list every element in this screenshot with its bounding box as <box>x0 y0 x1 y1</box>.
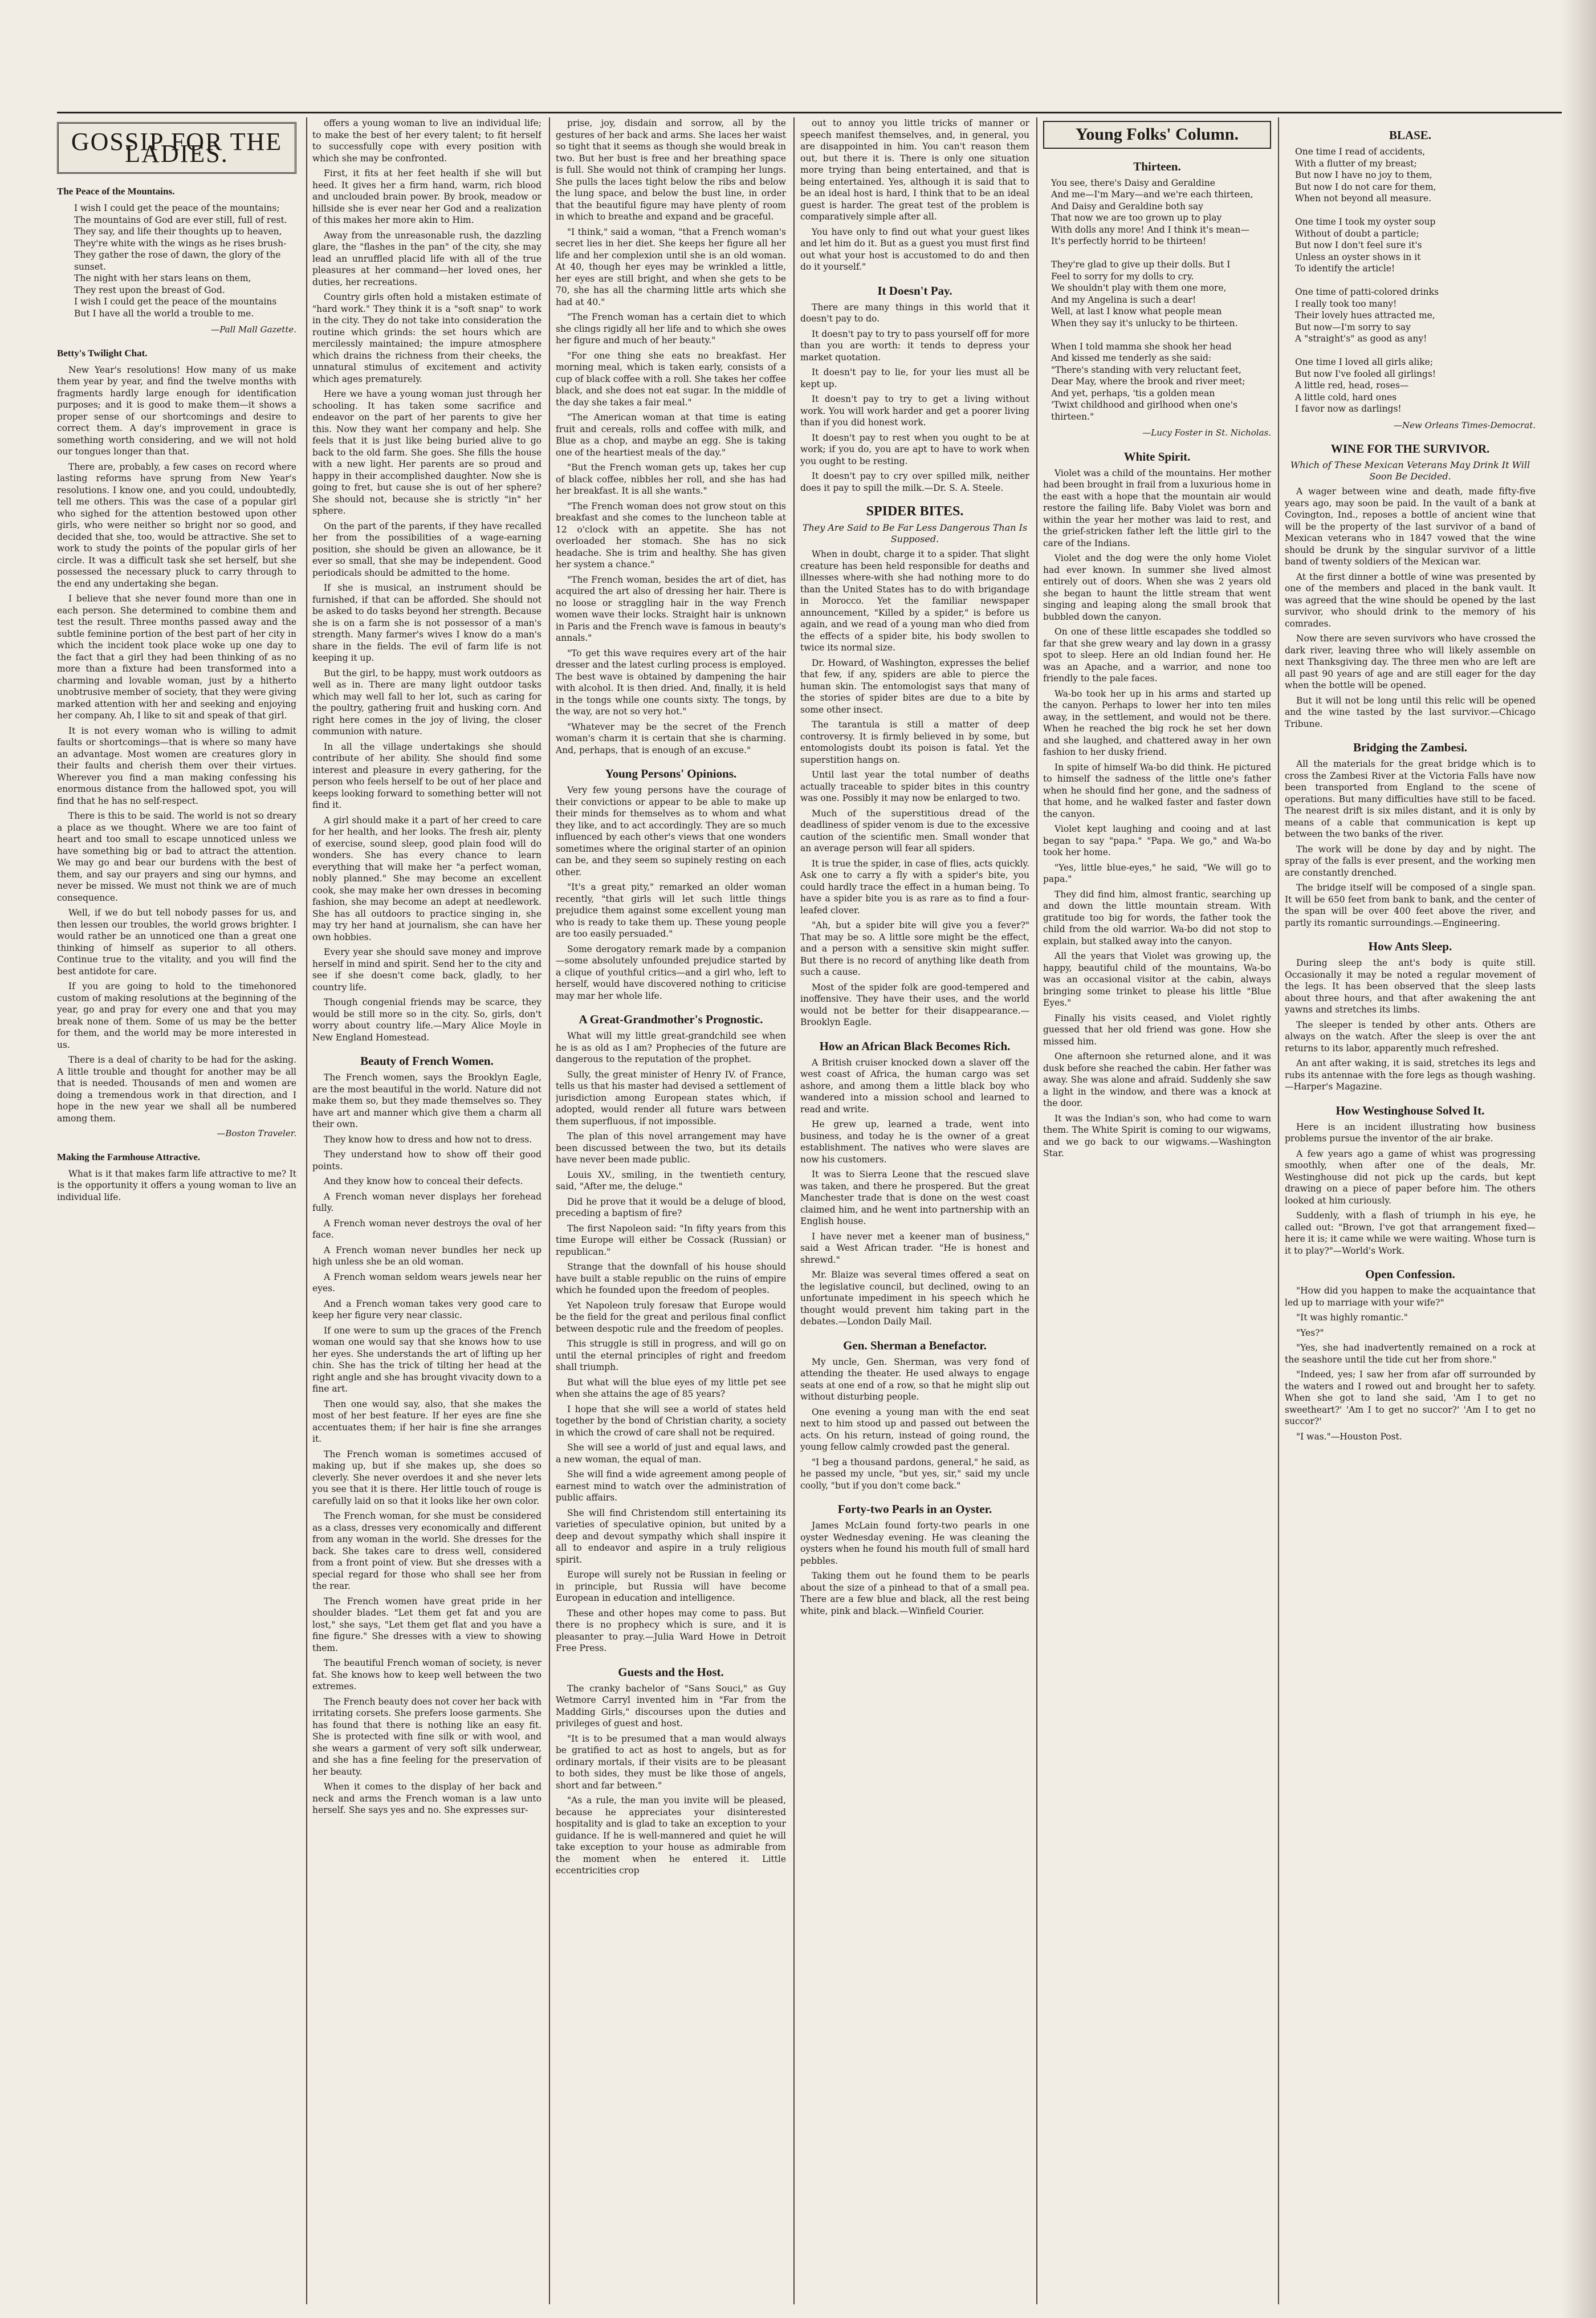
column-divider <box>1036 117 1037 2304</box>
paragraph: First, it fits at her feet health if she will but heed. It gives her a firm hand, warm, rich blood and unclouded brain power. By brook, meadow or hillside she is ever near her God and a realization of this makes her more akin to Him. <box>312 168 542 225</box>
paragraph: The French beauty does not cover her back with irritating corsets. She prefers loose garments. She has found that there is nothing like an easy fit. She is protected with fine silk or with wool, and she wears a garment of very soft silk underwear, and she has a fine feeling for the preservation of her beauty. <box>312 1696 542 1777</box>
paragraph: I believe that she never found more than one in each person. She determined to combine them and test the result. Three months passed away and the subtle feminine portion of the best part of her city in which the incident took place woke up one day to the fact that a girl they had been thinking of as no more than a fixture had been transformed into a charming and lovable woman, just by a hitherto unobtrusive member of society, that they were giving marked attention with her and seeking and enjoying her company. Ah, I like to sit and speak of that girl. <box>57 593 296 721</box>
paragraph: What will my little great-grandchild see when he is as old as I am? Prophecies of the future are dangerous to the reputation of the prophet. <box>556 1031 786 1064</box>
paragraph: Much of the superstitious dread of the deadliness of spider venom is due to the excessive caution of the scientific men. Small wonder that an average person will fear all spiders. <box>800 808 1029 853</box>
paragraph: These and other hopes may come to pass. But there is no prophecy which is sure, and it is pleasanter to pray.—Julia Ward Howe in Detroit Free Press. <box>556 1608 786 1653</box>
article-heading: Open Confession. <box>1365 1267 1455 1281</box>
article-heading: Making the Farmhouse Attractive. <box>57 1151 201 1162</box>
paragraph: out to annoy you little tricks of manner or speech manifest themselves, and, in general, you are disappointed in him. You can't reason them out, but there it is. There is only one situation more trying than being entertained, and that is being entertained. Yes, although it is said that to be an ideal host is hard, I think that to be an ideal guest is harder. The great test of the problem is comparatively simple after all. <box>800 118 1029 222</box>
paragraph: Most of the spider folk are good-tempered and inoffensive. They have their uses, and the world would not be better for their disappearance.—Brooklyn Eagle. <box>800 982 1029 1027</box>
article-heading: It Doesn't Pay. <box>877 283 952 298</box>
paragraph: The cranky bachelor of "Sans Souci," as Guy Wetmore Carryl invented him in "Far from the Madding Girls," discourses upon the duties and privileges of guest and host. <box>556 1683 786 1729</box>
article-heading: Beauty of French Women. <box>360 1054 494 1068</box>
article-source: —Lucy Foster in St. Nicholas. <box>1142 428 1271 438</box>
paragraph: Mr. Blaize was several times offered a seat on the legislative council, but declined, owing to an unfortunate impediment in his speech which he thought would prevent him taking part in the debates.—London Daily Mail. <box>800 1270 1029 1327</box>
article-heading: WINE FOR THE SURVIVOR. <box>1330 442 1490 456</box>
article-source: —Boston Traveler. <box>217 1128 296 1138</box>
paragraph: All the years that Violet was growing up, the happy, beautiful child of the mountains, Wa-bo was an occasional visitor at the cabin, always bringing some trinket to please his little "Blue Eyes." <box>1043 951 1271 1008</box>
paragraph: "For one thing she eats no breakfast. Her morning meal, which is taken early, consists of a cup of black coffee with a roll. She takes her coffee black, and she does not eat sugar. In the middle of the day she takes a fair meal." <box>556 350 786 408</box>
paragraph: The bridge itself will be composed of a single span. It will be 650 feet from bank to bank, and the center of the span will be over 400 feet above the river, and partly its romantic surroundings.—Engineering. <box>1285 883 1536 928</box>
paragraph: But it will not be long until this relic will be opened and the wine tasted by the last survivor.—Chicago Tribune. <box>1285 695 1536 729</box>
paragraph: Until last year the total number of deaths actually traceable to spider bites in this country was one. Possibly it may now be enlarged to two. <box>800 770 1029 803</box>
paragraph: But what will the blue eyes of my little pet see when she attains the age of 85 years? <box>556 1377 786 1399</box>
paragraph: If one were to sum up the graces of the French woman one would say that she knows how to use her eyes. She understands the art of lifting up her chin. She has the trick of tilting her head at the right angle and she has brought vivacity down to a fine art. <box>312 1325 542 1394</box>
paragraph: James McLain found forty-two pearls in one oyster Wednesday evening. He was cleaning the oysters when he found his mouth full of small hard pebbles. <box>800 1520 1029 1566</box>
paragraph: Dr. Howard, of Washington, expresses the belief that few, if any, spiders are able to pierce the human skin. The entomologist says that many of the stories of spider bites are due to a bite by some other insect. <box>800 657 1029 715</box>
paragraph: "How did you happen to make the acquaintance that led up to marriage with your wife?" <box>1285 1286 1536 1308</box>
article-heading: BLASE. <box>1389 128 1432 142</box>
paragraph: Yet Napoleon truly foresaw that Europe would be the field for the great and perilous final conflict between despotic rule and the freedom of peoples. <box>556 1300 786 1334</box>
paragraph: "It's a great pity," remarked an older woman recently, "that girls will let such little things prejudice them against some excellent young man who is ready to take them up. These young people are too easily persuaded." <box>556 882 786 939</box>
paragraph: It doesn't pay to rest when you ought to be at work; if you do, you are apt to have to work when you ought to be resting. <box>800 432 1029 466</box>
paragraph: Suddenly, with a flash of triumph in his eye, he called out: "Brown, I've got that arrangement fixed—here it is; it came while we were waiting. Whose turn is it to play?"—World's Work. <box>1285 1210 1536 1256</box>
paragraph: When in doubt, charge it to a spider. That slight creature has been held responsible for deaths and illnesses where-with she had nothing more to do than the United States has to do with brigandage in Morocco. Yet the familiar newspaper announcement, "Killed by a spider," is before us again, and we read of a young man who died from the effects of a spider bite, his body swollen to twice its normal size. <box>800 549 1029 653</box>
paragraph: The French women have great pride in her shoulder blades. "Let them get fat and you are lost," she says, "Let them get flat and you have a fine figure." She dresses with a view to showing them. <box>312 1596 542 1653</box>
paragraph: It is not every woman who is willing to admit faults or shortcomings—that is where so many have an advantage. Most women are creatures glory in their faults and cherish them over their virtues. Wherever you find a man making confessing his enormous distance from the hallowed spot, you will find that he has no self-respect. <box>57 725 296 806</box>
paragraph: It is true the spider, in case of flies, acts quickly. Ask one to carry a fly with a spider's bite, you could hardly trace the effect in a human being. To have a spider bite you is as rare as to find a four-leafed clover. <box>800 858 1029 916</box>
paragraph: "I beg a thousand pardons, general," he said, as he passed my uncle, "but yes, sir," said my uncle coolly, "but if you don't come back." <box>800 1457 1029 1491</box>
paragraph: Europe will surely not be Russian in feeling or in principle, but Russia will have become European in education and intelligence. <box>556 1569 786 1603</box>
paragraph: It doesn't pay to try to get a living without work. You will work harder and get a poorer living than if you did honest work. <box>800 394 1029 428</box>
paragraph: There are, probably, a few cases on record where lasting reforms have sprung from New Year's resolutions. I know one, and you could, undoubtedly, tell me others. This was the case of a popular girl who sighed for the attention bestowed upon other girls, who were neither so bright nor so good, and decided that she, too, would be attractive. She set to work to study the points of the popular girls of her circle. It was a difficult task she set herself, but she possessed the necessary pluck to carry through to the end any undertaking she began. <box>57 461 296 589</box>
paragraph: Louis XV., smiling, in the twentieth century, said, "After me, the deluge." <box>556 1169 786 1191</box>
paragraph: "Indeed, yes; I saw her from afar off surrounded by the waters and I rowed out and brought her to safety. When she got to land she said, 'Am I to get no sweetheart?' 'Am I to get no succor?' 'Am I to get no succor?' <box>1285 1369 1536 1426</box>
paragraph: This struggle is still in progress, and will go on until the eternal principles of right and freedom shall triumph. <box>556 1339 786 1372</box>
paragraph: One evening a young man with the end seat next to him stood up and passed out between the acts. On his return, instead of going round, the young fellow calmly crowded past the general. <box>800 1406 1029 1452</box>
paragraph: Some derogatory remark made by a companion—some absolutely unfounded prejudice started by a clique of youthful critics—and a girl who, left to herself, would have discovered nothing to criticise may mar her whole life. <box>556 944 786 1001</box>
article-subheading: Which of These Mexican Veterans May Drink It Will Soon Be Decided. <box>1290 459 1530 482</box>
paragraph: I have never met a keener man of business," said a West African trader. "He is honest and shrewd." <box>800 1231 1029 1265</box>
article-heading: How an African Black Becomes Rich. <box>819 1039 1011 1053</box>
paragraph: And a French woman takes very good care to keep her figure very near classic. <box>312 1298 542 1320</box>
poem: One time I read of accidents, With a flutter of my breast; But now I have no joy to them, But now I do not care for them, When not beyond all measure. One time I took my oyster soup Without of doubt a particle; But now I don't feel sure it's Unless an oyster shows in it To identify the article! One time of patti-colored drinks I really took too many! Their lovely hues attracted me, But now—I'm sorry to say A "straight's" as good as any! One time I loved all girls alike; But now I've fooled all girlings! A little red, head, roses— A little cold, hard ones I favor now as darlings! <box>1295 147 1439 414</box>
paragraph: Country girls often hold a mistaken estimate of "hard work." They think it is a "soft snap" to work in the city. They do not take into consideration the routine which grinds: the set hours which are mercilessly maintained; the impure atmosphere which drains the richness from their cheeks, the unnatural stimulus of excitement and activity which ages prematurely. <box>312 292 542 384</box>
paragraph: She will find Christendom still entertaining its varieties of speculative opinion, but united by a deep and devout sympathy which shall inspire it all to endeavor and aspire in a truly religious spirit. <box>556 1507 786 1565</box>
article-heading: SPIDER BITES. <box>866 504 964 519</box>
paragraph: Sully, the great minister of Henry IV. of France, tells us that his master had devised a settlement of jurisdiction among European states which, if adopted, would render all future wars between them superfluous, if not impossible. <box>556 1069 786 1127</box>
column-4 <box>800 117 1029 2307</box>
column-5 <box>1043 117 1271 2307</box>
paragraph: In spite of himself Wa-bo did think. He pictured to himself the sadness of the little one's father when he should find her gone, and the sadness of that home, and he walked faster and faster down the canyon. <box>1043 762 1271 819</box>
paragraph: There is a deal of charity to be had for the asking. A little trouble and thought for another may be all that is needed. Thousands of men and women are doing a tremendous work in that direction, and I hope in the new year we shall all be numbered among them. <box>57 1055 296 1124</box>
paragraph: The first Napoleon said: "In fifty years from this time Europe will either be Cossack (Russian) or republican." <box>556 1223 786 1257</box>
paragraph: Here we have a young woman just through her schooling. It has taken some sacrifice and endeavor on the part of her parents to give her this. Now they want her company and help. She feels that it is just like being buried alive to go back to the old farm. She goes. She fills the house with a new light. Her parents are so proud and happy in their accomplished daughter. Now she is going to fret, but cause she is out of her sphere? She should not, because she is strictly "in" her sphere. <box>312 389 542 516</box>
article-heading: How Ants Sleep. <box>1368 940 1452 953</box>
top-rule <box>57 112 1562 113</box>
paragraph: "Yes, little blue-eyes," he said, "We will go to papa." <box>1043 862 1271 884</box>
paragraph: Very few young persons have the courage of their convictions or appear to be able to make up their minds for themselves as to whom and what they like, and to act accordingly. They are so much influenced by each other's views that one wonders sometimes where the original starter of an opinion can be, and they seem so supinely resting on each other. <box>556 785 786 877</box>
paragraph: The tarantula is still a matter of deep controversy. It is firmly believed in by some, but entomologists doubt its poison is fatal. Yet the superstition hangs on. <box>800 719 1029 765</box>
paragraph: The beautiful French woman of society, is never fat. She knows how to keep well between the two extremes. <box>312 1658 542 1691</box>
paragraph: The French woman is sometimes accused of making up, but if she makes up, she does so cleverly. She never overdoes it and she never lets you see that it is there. Her little touch of rouge is carefully laid on so that it looks like her own color. <box>312 1449 542 1506</box>
poem: You see, there's Daisy and Geraldine And me—I'm Mary—and we're each thirteen, And Daisy and Geraldine both say That now we are too grown up to play With dolls any more! And I think it's mean— It's perfectly horrid to be thirteen! They're glad to give up their dolls. But I Feel to sorry for my dolls to cry. We shouldn't play with them one more, And my Angelina is such a dear! Well, at last I know what people mean When they say it's unlucky to be thirteen. When I told mamma she shook her head And kissed me tenderly as she said: "There's standing with very reluctant feet, Dear May, where the brook and river meet; And yet, perhaps, 'tis a golden mean 'Twixt childhood and girlhood when one's thirteen." <box>1051 177 1253 422</box>
paragraph: A French woman never bundles her neck up high unless she be an old woman. <box>312 1245 542 1267</box>
column-1 <box>57 117 296 2307</box>
paragraph: "Yes?" <box>1296 1327 1324 1338</box>
paragraph: Though congenial friends may be scarce, they would be still more so in the city. So, girls, don't worry about country life.—Mary Alice Moyle in New England Homestead. <box>312 997 542 1043</box>
article-source: —Pall Mall Gazette. <box>211 324 296 335</box>
paragraph: They did find him, almost frantic, searching up and down the little mountain stream. With gratitude too big for words, the father took the child from the old warrior. Wa-bo did not stop to explain, but stalked away into the canyon. <box>1043 889 1271 946</box>
paragraph: During sleep the ant's body is quite still. Occasionally it may be noted a regular movement of the legs. It has been observed that the sleep lasts about three hours, and that after awakening the ant yawns and stretches its limbs. <box>1285 958 1536 1015</box>
paragraph: I hope that she will see a world of states held together by the bond of Christian charity, a society in which the crowd of care shall not be required. <box>556 1404 786 1438</box>
paragraph: A French woman never displays her forehead fully. <box>312 1191 542 1213</box>
article-heading: How Westinghouse Solved It. <box>1336 1103 1485 1117</box>
paragraph: It was to Sierra Leone that the rescued slave was taken, and there he prospered. But the great Manchester trade that is done on the west coast claimed him, and he went into partnership with an English house. <box>800 1169 1029 1226</box>
paragraph: And they know how to conceal their defects. <box>324 1176 523 1186</box>
paragraph: Violet was a child of the mountains. Her mother had been brought in frail from a luxurious home in the east with a hope that the mountain air would restore the failing life. Baby Violet was born and within the year her mother was laid to rest, and the grief-stricken father left the little girl to the care of the Indians. <box>1043 467 1271 548</box>
paragraph: "I think," said a woman, "that a French woman's secret lies in her diet. She keeps her figure all her life and her complexion until she is an old woman. At 40, though her eyes may be wrinkled a little, her eyes are still bright, and when she gets to be 70, she has all the charming little arts which she had at 40." <box>556 226 786 307</box>
paragraph: New Year's resolutions! How many of us make them year by year, and find the twelve months with fragments hardly large enough for identification purposes; and it is good to make them—it shows a proper sense of our shortcomings and desire to correct them. A day's improvement in grace is something worth considering, and we will not hold our tongues longer than that. <box>57 364 296 457</box>
paragraph: "I was."—Houston Post. <box>1296 1431 1402 1442</box>
paragraph: At the first dinner a bottle of wine was presented by one of the members and placed in the bank vault. It was agreed that the wine should be opened by the last survivor, who should drink to the memory of his comrades. <box>1285 571 1536 629</box>
paragraph: All the materials for the great bridge which is to cross the Zambesi River at the Victoria Falls have now been transported from England to the scene of operations. But many difficulties have still to be faced. The nearest drift is six miles distant, and it is only by means of a cable that communication is kept up between the two banks of the river. <box>1285 759 1536 839</box>
article-heading: Gen. Sherman a Benefactor. <box>843 1338 987 1352</box>
young-folks-banner: Young Folks' Column. <box>1043 121 1271 149</box>
paragraph: Now there are seven survivors who have crossed the dark river, leaving three who will likely assemble on next Thanksgiving day. The three men who are left are all past 90 years of age and are still eager for the day when the bottle will be opened. <box>1285 633 1536 690</box>
paragraph: A French woman seldom wears jewels near her eyes. <box>312 1271 542 1294</box>
paragraph: Taking them out he found them to be pearls about the size of a pinhead to that of a small pea. There are a few blue and black, all the rest being white, pink and black.—Winfield Courier. <box>800 1571 1029 1616</box>
paragraph: Violet and the dog were the only home Violet had ever known. In summer she lived almost entirely out of doors. When she was 2 years old she began to haunt the little stream that went singing and leaping along the small brook that bubbled down the canyon. <box>1043 553 1271 622</box>
paragraph: Did he prove that it would be a deluge of blood, preceding a baptism of fire? <box>556 1196 786 1218</box>
paragraph: "As a rule, the man you invite will be pleased, because he appreciates your disinterested hospitality and is glad to take an exception to your guidance. If he is well-mannered and quiet he will take exception to your house as admirable from the moment when he entered it. Little eccentricities crop <box>556 1795 786 1876</box>
paragraph: Wa-bo took her up in his arms and started up the canyon. Perhaps to lower her into ten miles away, in the settlement, and would not be there. When he reached the big rock he set her down and she laughed, and chattered away in her own fashion to her dusky friend. <box>1043 688 1271 757</box>
paragraph: One afternoon she returned alone, and it was dusk before she reached the cabin. Her father was away. She was alone and afraid. Suddenly she saw a light in the window, and there was a knock at the door. <box>1043 1051 1271 1108</box>
column-divider <box>549 117 550 2304</box>
article-heading: Bridging the Zambesi. <box>1353 741 1468 754</box>
poem: I wish I could get the peace of the mountains; The mountains of God are ever still, full of rest. They say, and life their thoughts up to heaven, They're white with the wings as he rises brush- They gather the rose of dawn, the glory of the sunset. The night with her stars leans on them, They rest upon the breast of God. I wish I could get the peace of the mountains But I have all the world a trouble to me. <box>74 203 287 319</box>
paragraph: "Ah, but a spider bite will give you a fever?" That may be so. A little sore might be the effect, and a person with a sensitive skin might suffer. But there is no record of anything like death from such a cause. <box>800 920 1029 977</box>
paragraph: On the part of the parents, if they have recalled her from the possibilities of a wage-earning position, she should be given an allowance, be it ever so small, that she may be independent. Good periodicals should be admitted to the home. <box>312 520 542 578</box>
paragraph: My uncle, Gen. Sherman, was very fond of attending the theater. He used always to engage seats at one end of a row, so that he might slip out without disturbing people. <box>800 1356 1029 1402</box>
paragraph: You have only to find out what your guest likes and let him do it. But as a guest you must first find out what your host is accustomed to do and then do it yourself." <box>800 226 1029 272</box>
article-subheading: They Are Said to Be Far Less Dangerous Than Is Supposed. <box>802 522 1028 544</box>
paragraph: "The French woman, besides the art of diet, has acquired the art also of dressing her hair. There is no loose or straggling hair in the way French women wave their locks. Straight hair is unknown in Paris and the French wave is famous in beauty's annals." <box>556 574 786 643</box>
column-6 <box>1285 117 1536 2307</box>
paragraph: An ant after waking, it is said, stretches its legs and rubs its antennae with the fore legs as though washing.—Harper's Magazine. <box>1285 1058 1536 1092</box>
paragraph: The work will be done by day and by night. The spray of the falls is ever present, and the working men are constantly drenched. <box>1285 844 1536 878</box>
column-divider <box>306 117 307 2304</box>
paragraph: Finally his visits ceased, and Violet rightly guessed that her old friend was gone. How she missed him. <box>1043 1012 1271 1047</box>
column-3 <box>556 117 786 2307</box>
paragraph: "Yes, she had inadvertently remained on a rock at the seashore until the tide cut her from shore." <box>1285 1343 1536 1365</box>
paragraph: It doesn't pay to lie, for your lies must all be kept up. <box>800 367 1029 389</box>
paragraph: Every year she should save money and improve herself in mind and spirit. Send her to the city and see if she doesn't come back, gladly, to her country life. <box>312 947 542 993</box>
article-heading: Betty's Twilight Chat. <box>57 347 148 359</box>
paragraph: She will see a world of just and equal laws, and a new woman, the equal of man. <box>556 1442 786 1465</box>
paragraph: "Whatever may be the secret of the French woman's charm it is certain that she is charming. And, perhaps, that is enough of an excuse." <box>556 721 786 755</box>
page-edge-shadow <box>1562 0 1596 2318</box>
paragraph: "It was highly romantic." <box>1296 1312 1408 1323</box>
paragraph: If you are going to hold to the timehonored custom of making resolutions at the beginning of the year, go and pray for every one and that you may break none of them. Some of us may be the better for them, and the world may be more interested in us. <box>57 981 296 1050</box>
article-heading: White Spirit. <box>1123 449 1191 463</box>
paragraph: A wager between wine and death, made fifty-five years ago, may soon be paid. In the vault of a bank at Covington, Ind., reposes a bottle of ancient wine that will be the property of the last survivor of a band of Mexican veterans who in 1847 vowed that the wine should be drunk by the singular survivor of a little band of twenty soldiers of the Mexican war. <box>1285 486 1536 567</box>
paragraph: "The French woman has a certain diet to which she clings rigidly all her life and to which she owes her figure and much of her beauty." <box>556 312 786 345</box>
paragraph: Then one would say, also, that she makes the most of her best feature. If her eyes are fine she accentuates them; if her hair is fine she arranges it. <box>312 1398 542 1444</box>
paragraph: Away from the unreasonable rush, the dazzling glare, the "flashes in the pan" of the city, she may lead an unruffled placid life with all of the true pleasures at her command—her loved ones, her duties, her recreations. <box>312 230 542 287</box>
paragraph: offers a young woman to live an individual life; to make the best of her every talent; to fit herself to successfully cope with every position with which she may be confronted. <box>312 118 542 164</box>
paragraph: If she is musical, an instrument should be furnished, if that can be afforded. She should not be asked to do tasks beyond her strength. Because she is on a farm she is not possessor of a man's strength. Many farmer's wives I know do a man's share in the fields. The evil of farm life is not keeping it up. <box>312 583 542 663</box>
paragraph: Here is an incident illustrating how business problems pursue the inventor of the air brake. <box>1285 1121 1536 1144</box>
paragraph: The sleeper is tended by other ants. Others are always on the watch. After the sleep is over the ant returns to its labor, apparently much refreshed. <box>1285 1019 1536 1054</box>
paragraph: What is it that makes farm life attractive to me? It is the opportunity it offers a young woman to live an individual life. <box>57 1168 296 1202</box>
paragraph: He grew up, learned a trade, went into business, and today he is the owner of a great establishment. The natives who were slaves are now his customers. <box>800 1119 1029 1165</box>
paragraph: But the girl, to be happy, must work outdoors as well as in. There are many light outdoor tasks which may well fall to her lot, such as caring for the poultry, gathering fruit and husking corn. And right here comes in the joy of living, the closer communion with nature. <box>312 668 542 737</box>
paragraph: They know how to dress and how not to dress. <box>324 1134 532 1145</box>
article-source: —New Orleans Times-Democrat. <box>1394 420 1536 430</box>
article-heading: Forty-two Pearls in an Oyster. <box>837 1502 992 1516</box>
paragraph: It doesn't pay to try to pass yourself off for more than you are worth: it tends to depress your market quotation. <box>800 328 1029 363</box>
paragraph: It doesn't pay to cry over spilled milk, neither does it pay to spill the milk.—Dr. S. A. Steele. <box>800 471 1029 493</box>
paragraph: A few years ago a game of whist was progressing smoothly, when after one of the deals, Mr. Westinghouse did not pick up the cards, but kept drawing on a piece of paper before him. The others looked at him curiously. <box>1285 1148 1536 1206</box>
paragraph: The French woman, for she must be considered as a class, dresses very economically and different from any woman in the world. She dresses for the back. She takes care to dress well, considered from a front point of view. But she dresses with a special regard for those who shall see her from the rear. <box>312 1511 542 1591</box>
paragraph: A girl should make it a part of her creed to care for her health, and her looks. The fresh air, plenty of exercise, sound sleep, good plain food will do wonders. She has every chance to learn everything that will make her "a perfect woman, nobly planned." She may become an excellent cook, she may make her own dresses in becoming fashion, she may become an adept at needlework. She has all outdoors to practice singing in, she may try her hand at journalism, she can have her own hobbies. <box>312 815 542 942</box>
paragraph: There is this to be said. The world is not so dreary a place as we thought. Where we are too faint of heart and too small to escape unnoticed unless we have something big or bad to attract the attention. We may go and bear our burdens with the best of them, and say our prayers and sing our hymns, and never be missed. We must not think we are of much consequence. <box>57 811 296 903</box>
paragraph: There are many things in this world that it doesn't pay to do. <box>800 302 1029 324</box>
article-heading: Guests and the Host. <box>618 1665 724 1679</box>
paragraph: prise, joy, disdain and sorrow, all by the gestures of her back and arms. She laces her waist so tight that it seems as though she would break in two. But her bust is free and her breathing space is full. She would not think of cramping her lungs. She pulls the laces tight below the ribs and below the lung space, and below the bust line, in order that the beautiful figure may have plenty of room in which to breathe and expand and be graceful. <box>556 118 786 222</box>
article-heading: Thirteen. <box>1133 159 1181 173</box>
paragraph: "It is to be presumed that a man would always be gratified to act as host to angels, but as for ordinary mortals, if their visits are to be pleasant to both sides, they must be like those of angels, short and far between." <box>556 1733 786 1791</box>
paragraph: When it comes to the display of her back and neck and arms the French woman is a law unto herself. She says yes and no. She expresses sur- <box>312 1782 542 1815</box>
paragraph: The plan of this novel arrangement may have been discussed between the two, but its details have never been made public. <box>556 1131 786 1165</box>
paragraph: "But the French woman gets up, takes her cup of black coffee, nibbles her roll, and she has had her breakfast. It is all she wants." <box>556 462 786 496</box>
article-heading: Young Persons' Opinions. <box>605 767 737 780</box>
paragraph: The French women, says the Brooklyn Eagle, are the most beautiful in the world. Nature did not make them so, but they made themselves so. They have art and manner which give them a charm all their own. <box>312 1072 542 1129</box>
article-heading: The Peace of the Mountains. <box>57 186 175 197</box>
paragraph: A French woman never destroys the oval of her face. <box>312 1218 542 1240</box>
article-heading: A Great-Grandmother's Prognostic. <box>579 1012 763 1026</box>
paragraph: "The American woman at that time is eating fruit and cereals, rolls and coffee with milk, and Blue as a chop, and maybe an egg. She is taking one of the heartiest meals of the day." <box>556 412 786 458</box>
column-2 <box>312 117 542 2307</box>
paragraph: They understand how to show off their good points. <box>312 1149 542 1172</box>
paragraph: Well, if we do but tell nobody passes for us, and then lessen our troubles, the world grows brighter. I would rather be an unnoticed one than a great one thinking of himself as superior to all others. Continue true to the vitality, and you will find the best antidote for care. <box>57 908 296 977</box>
paragraph: "To get this wave requires every art of the hair dresser and the latest curling process is employed. The best wave is obtained by dampening the hair with alcohol. It is then dried. And, finally, it is held in the tongs while one counts sixty. The tongs, by the way, are not so very hot." <box>556 648 786 717</box>
paragraph: Violet kept laughing and cooing and at last began to say "papa." "Papa. We go," and Wa-bo took her home. <box>1043 824 1271 857</box>
gossip-banner: GOSSIP FOR THE LADIES. <box>57 122 296 174</box>
column-divider <box>793 117 795 2304</box>
paragraph: On one of these little escapades she toddled so far that she grew weary and lay down in a grassy spot to sleep. Here an old Indian found her. He was an Apache, and a warrior, and none too friendly to the pale faces. <box>1043 627 1271 684</box>
paragraph: In all the village undertakings she should contribute of her ability. She should find some interest and pleasure in every gathering, for the person who feels herself to be out of her place and keeps looking forward to something better will not find it. <box>312 741 542 810</box>
column-divider <box>1278 117 1279 2304</box>
paragraph: A British cruiser knocked down a slaver off the west coast of Africa, the human cargo was set ashore, and among them a little black boy who wandered into a mission school and learned to read and write. <box>800 1057 1029 1115</box>
paragraph: She will find a wide agreement among people of earnest mind to watch over the administration of public affairs. <box>556 1469 786 1503</box>
paragraph: It was the Indian's son, who had come to warn them. The White Spirit is coming to our wigwams, and we go back to our wigwams.—Washington Star. <box>1043 1113 1271 1158</box>
paragraph: Strange that the downfall of his house should have built a stable republic on the ruins of empire which he founded upon the freedom of peoples. <box>556 1262 786 1295</box>
paragraph: "The French woman does not grow stout on this breakfast and she comes to the luncheon table at 12 o'clock with an appetite. She has not overloaded her stomach. She has no sick headache. She is trim and healthy. She has given her system a chance." <box>556 501 786 570</box>
